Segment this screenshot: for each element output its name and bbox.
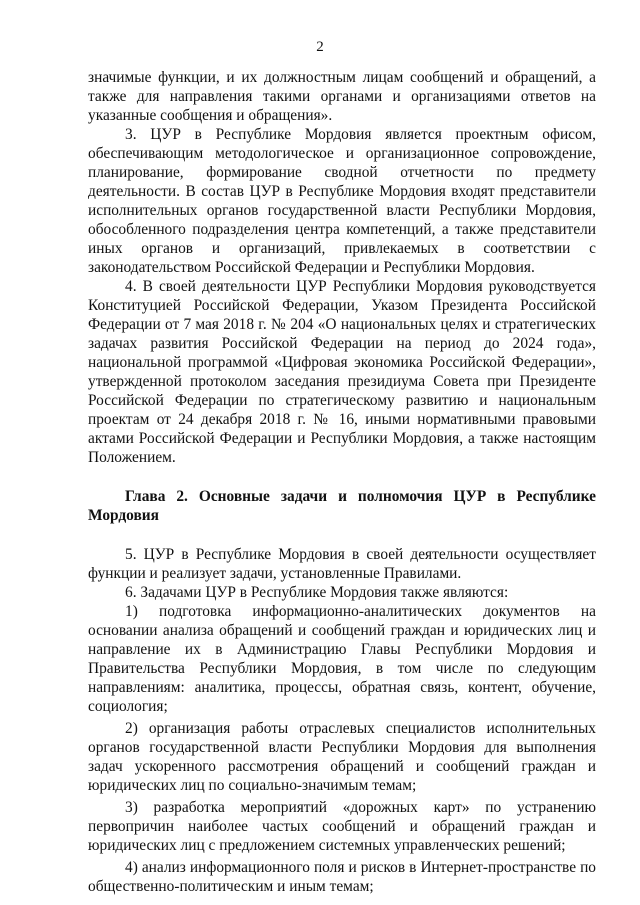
paragraph-6-item-4: 4) анализ информационного поля и рисков в Интернет-пространстве по общественно-политическим и иным темам; (88, 859, 596, 895)
paragraph-6-item-3: 3) разработка мероприятий «дорожных карт» по устранению первопричин наиболее частых сообщений и обращений граждан и юридических лиц с предложением системных управленческих решений; (88, 799, 596, 854)
chapter-2-heading: Глава 2. Основные задачи и полномочия ЦУР в Республике Мордовия (88, 488, 596, 524)
paragraph-5: 5. ЦУР в Республике Мордовия в своей деятельности осуществляет функции и реализует задачи, установленные Правилами. (88, 546, 596, 582)
document-body (88, 68, 596, 896)
paragraph-6: 6. Задачами ЦУР в Республике Мордовия также являются: (125, 584, 509, 601)
paragraph-6-item-2: 2) организация работы отраслевых специалистов исполнительных органов государственной власти Республики Мордовия для выполнения задач ускоренного рассмотрения обращений и сообщений граждан и юридических лиц по социально-значимым темам; (88, 720, 596, 794)
paragraph-4: 4. В своей деятельности ЦУР Республики Мордовия руководствуется Конституцией Российской Федерации, Указом Президента Российской Федерации от 7 мая 2018 г. № 204 «О национальных целях и стратегических задачах развития Российской Федерации на период до 2024 года», национальной программой «Цифровая экономика Российской Федерации», утвержденной протоколом заседания президиума Совета при Президенте Российской Федерации по стратегическому развитию и национальным проектам от 24 декабря 2018 г. № 16, иными нормативными правовыми актами Российской Федерации и Республики Мордовия, а также настоящим Положением. (88, 278, 596, 466)
page-number: 2 (316, 39, 324, 55)
paragraph-6-item-1: 1) подготовка информационно-аналитических документов на основании анализа обращений и сообщений граждан и юридических лиц и направление их в Администрацию Главы Республики Мордовия и Правительства Республики Мордовия, в том числе по следующим направлениям: аналитика, процессы, обратная связь, контент, обучение, социология; (88, 603, 596, 715)
paragraph-continuation: значимые функции, и их должностным лицам сообщений и обращений, а также для направления такими органами и организациями ответов на указанные сообщения и обращения». (88, 69, 596, 124)
paragraph-3: 3. ЦУР в Республике Мордовия является проектным офисом, обеспечивающим методологическое и организационное сопровождение, планирование, формирование сводной отчетности по предмету деятельности. В состав ЦУР в Республике Мордовия входят представители исполнительных органов государственной власти Республики Мордовия, обособленного подразделения центра компетенций, а также представители иных органов и организаций, привлекаемых в соответствии с законодательством Российской Федерации и Республики Мордовия. (88, 126, 596, 276)
